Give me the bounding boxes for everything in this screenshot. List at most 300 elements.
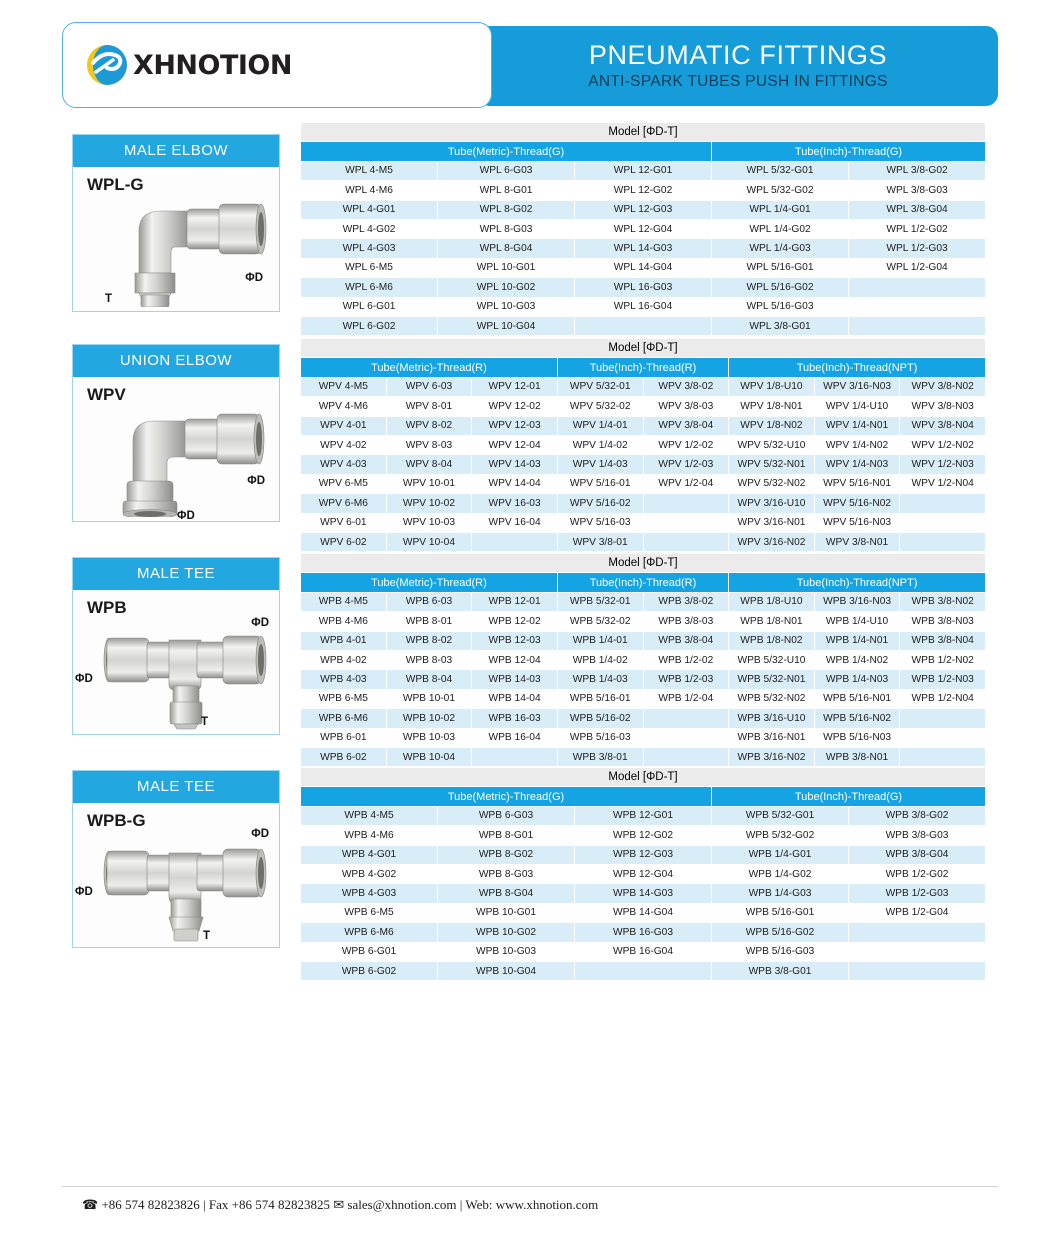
table-cell	[472, 747, 558, 766]
model-table-wpv	[300, 338, 986, 552]
table-cell: WPV 12-04	[472, 435, 558, 454]
table-cell: WPB 4-M6	[301, 612, 387, 631]
card-figure	[73, 803, 279, 947]
table-cell: WPB 6-M6	[301, 709, 387, 728]
table-cell: WPV 16-04	[472, 513, 558, 532]
table-cell: WPV 1/2-02	[643, 435, 729, 454]
table-cell: WPV 6-02	[301, 532, 387, 551]
table-cell: WPV 1/2-N03	[900, 455, 986, 474]
table-cell: WPB 4-01	[301, 631, 387, 650]
table-row	[301, 961, 986, 980]
table-cell: WPB 14-03	[472, 670, 558, 689]
table-row	[301, 474, 986, 493]
table-cell: WPV 1/8-N01	[729, 397, 815, 416]
table-cell: WPB 8-G03	[438, 864, 575, 883]
table-cell: WPV 10-02	[386, 494, 472, 513]
card-model-code: WPB	[87, 598, 127, 617]
table-cell: WPL 1/4-G02	[712, 219, 849, 238]
table-row	[301, 747, 986, 766]
table-cell: WPB 5/32-G01	[712, 806, 849, 825]
table-cell: WPB 6-G03	[438, 806, 575, 825]
table-row	[301, 845, 986, 864]
table-cell: WPB 3/16-N02	[729, 747, 815, 766]
table-row	[301, 297, 986, 316]
table-cell	[643, 532, 729, 551]
table-group-header: Tube(Inch)-Thread(G)	[712, 142, 986, 161]
table-cell: WPV 12-01	[472, 377, 558, 396]
dimension-label-phid-right: ΦD	[251, 617, 269, 629]
table-cell: WPB 3/8-03	[643, 612, 729, 631]
table-cell	[849, 942, 986, 961]
table-cell: WPB 10-G02	[438, 923, 575, 942]
dimension-label-phid-right: ΦD	[251, 828, 269, 840]
table-row	[301, 455, 986, 474]
table-cell: WPB 1/4-G01	[712, 845, 849, 864]
table-row	[301, 316, 986, 335]
table-cell: WPB 10-02	[386, 709, 472, 728]
table-cell: WPB 12-G01	[575, 806, 712, 825]
table-group-header: Tube(Inch)-Thread(G)	[712, 787, 986, 806]
table-cell: WPB 5/32-02	[557, 612, 643, 631]
table-model-header: Model [ΦD-T]	[301, 123, 986, 142]
table-cell: WPB 1/2-N03	[900, 670, 986, 689]
table-cell: WPL 3/8-G04	[849, 200, 986, 219]
table-cell: WPB 12-G03	[575, 845, 712, 864]
table-cell: WPB 3/8-N02	[900, 592, 986, 611]
table-model-header: Model [ΦD-T]	[301, 339, 986, 358]
table-cell: WPV 8-01	[386, 397, 472, 416]
table-cell: WPB 1/4-N01	[814, 631, 900, 650]
table-cell: WPB 1/4-G02	[712, 864, 849, 883]
table-cell: WPV 4-03	[301, 455, 387, 474]
table-cell: WPV 1/4-03	[557, 455, 643, 474]
table-cell: WPL 1/2-G04	[849, 258, 986, 277]
table-cell: WPV 4-M6	[301, 397, 387, 416]
table-cell: WPB 16-G04	[575, 942, 712, 961]
table-cell: WPB 6-M5	[301, 689, 387, 708]
table-row	[301, 864, 986, 883]
table-cell: WPL 10-G01	[438, 258, 575, 277]
title-banner	[478, 26, 998, 106]
table-cell: WPL 10-G04	[438, 316, 575, 335]
dimension-label-t: T	[105, 293, 113, 305]
dimension-label-t: T	[203, 930, 211, 942]
table-cell: WPL 14-G04	[575, 258, 712, 277]
table-model-header: Model [ΦD-T]	[301, 554, 986, 573]
table-cell: WPB 8-02	[386, 631, 472, 650]
card-figure	[73, 167, 279, 311]
company-logo	[62, 22, 492, 108]
male-tee-illustration	[85, 626, 275, 730]
table-cell: WPV 6-03	[386, 377, 472, 396]
table-cell: WPV 1/2-03	[643, 455, 729, 474]
table-cell: WPB 10-03	[386, 728, 472, 747]
table-cell: WPB 1/4-G03	[712, 884, 849, 903]
table-cell: WPV 6-M5	[301, 474, 387, 493]
table-cell: WPB 5/32-G02	[712, 826, 849, 845]
table-cell: WPL 4-M6	[301, 181, 438, 200]
table-cell: WPB 5/16-02	[557, 709, 643, 728]
card-title: MALE TEE	[73, 558, 279, 590]
table-cell: WPB 1/4-U10	[814, 612, 900, 631]
table-model-header: Model [ΦD-T]	[301, 768, 986, 787]
table-cell	[849, 316, 986, 335]
table-cell: WPL 8-G04	[438, 239, 575, 258]
table-cell: WPB 10-G03	[438, 942, 575, 961]
table-cell: WPV 3/8-N03	[900, 397, 986, 416]
table-row	[301, 258, 986, 277]
footer-contact	[62, 1196, 998, 1213]
table-cell: WPB 4-02	[301, 650, 387, 669]
table-cell	[900, 709, 986, 728]
dimension-label-phid-bottom: ΦD	[177, 510, 195, 522]
table-cell: WPB 1/4-03	[557, 670, 643, 689]
table-cell: WPB 16-03	[472, 709, 558, 728]
table-cell: WPL 6-G03	[438, 161, 575, 180]
table-row	[301, 239, 986, 258]
table-cell: WPV 1/4-N02	[814, 435, 900, 454]
table-cell	[643, 747, 729, 766]
table-cell: WPV 4-02	[301, 435, 387, 454]
model-table-wpb-g	[300, 767, 986, 981]
table-cell: WPV 12-02	[472, 397, 558, 416]
table-cell: WPB 1/2-04	[643, 689, 729, 708]
model-table-wpb	[300, 553, 986, 767]
table-cell: WPV 3/16-N01	[729, 513, 815, 532]
table-header-row	[301, 554, 986, 573]
table-cell: WPL 4-G01	[301, 200, 438, 219]
table-cell: WPB 5/32-N01	[729, 670, 815, 689]
table-cell: WPB 4-M6	[301, 826, 438, 845]
table-cell: WPL 14-G03	[575, 239, 712, 258]
xhnotion-logo-icon	[83, 41, 131, 89]
table-cell: WPV 3/8-04	[643, 416, 729, 435]
table-cell: WPB 5/16-N02	[814, 709, 900, 728]
table-cell: WPV 3/16-N03	[814, 377, 900, 396]
table-cell: WPB 6-03	[386, 592, 472, 611]
table-group-header: Tube(Metric)-Thread(R)	[301, 573, 558, 592]
table-row	[301, 181, 986, 200]
table-cell: WPB 4-M5	[301, 806, 438, 825]
table-cell: WPB 5/32-U10	[729, 650, 815, 669]
table-cell: WPL 6-M6	[301, 278, 438, 297]
table-cell: WPB 6-01	[301, 728, 387, 747]
table-cell: WPB 3/8-01	[557, 747, 643, 766]
table-cell: WPB 12-G02	[575, 826, 712, 845]
table-cell: WPL 1/4-G03	[712, 239, 849, 258]
table-row	[301, 435, 986, 454]
table-cell: WPV 1/2-N02	[900, 435, 986, 454]
table-cell: WPL 5/16-G02	[712, 278, 849, 297]
footer-phone: +86 574 82823826	[101, 1197, 200, 1213]
table-row	[301, 532, 986, 551]
table-row	[301, 942, 986, 961]
page-header	[62, 22, 998, 108]
table-cell	[849, 961, 986, 980]
table-cell: WPB 5/16-N03	[814, 728, 900, 747]
table-row	[301, 709, 986, 728]
table-row	[301, 884, 986, 903]
table-cell: WPV 1/4-N01	[814, 416, 900, 435]
table-group-header: Tube(Metric)-Thread(G)	[301, 787, 712, 806]
table-cell	[575, 961, 712, 980]
table-cell: WPV 10-01	[386, 474, 472, 493]
table-cell: WPB 10-04	[386, 747, 472, 766]
table-cell: WPL 5/32-G02	[712, 181, 849, 200]
card-model-code: WPL-G	[87, 175, 144, 194]
table-cell: WPB 1/4-N03	[814, 670, 900, 689]
table-cell: WPB 12-03	[472, 631, 558, 650]
table-cell	[900, 494, 986, 513]
table-cell: WPV 5/32-N01	[729, 455, 815, 474]
table-cell	[643, 709, 729, 728]
product-card-union-elbow	[72, 344, 280, 522]
page-title: PNEUMATIC FITTINGS	[588, 39, 888, 70]
table-cell: WPB 5/32-01	[557, 592, 643, 611]
table-cell: WPB 10-01	[386, 689, 472, 708]
table-cell: WPL 12-G03	[575, 200, 712, 219]
product-card-male-elbow	[72, 134, 280, 312]
table-cell: WPV 1/8-U10	[729, 377, 815, 396]
table-cell: WPB 3/8-N03	[900, 612, 986, 631]
card-model-code: WPB-G	[87, 811, 146, 830]
table-row	[301, 494, 986, 513]
table-cell	[849, 278, 986, 297]
table-cell	[643, 494, 729, 513]
table-cell: WPB 1/2-N04	[900, 689, 986, 708]
table-cell: WPB 6-M6	[301, 923, 438, 942]
table-group-header: Tube(Inch)-Thread(NPT)	[729, 358, 986, 377]
table-cell: WPB 1/4-N02	[814, 650, 900, 669]
card-figure	[73, 377, 279, 521]
table-cell: WPV 1/2-N04	[900, 474, 986, 493]
table-row	[301, 200, 986, 219]
table-cell: WPB 8-03	[386, 650, 472, 669]
table-row	[301, 219, 986, 238]
table-cell	[575, 316, 712, 335]
table-cell: WPB 1/2-G04	[849, 903, 986, 922]
table-group-row	[301, 787, 986, 806]
table-cell: WPB 5/16-03	[557, 728, 643, 747]
table-cell: WPV 8-03	[386, 435, 472, 454]
table-cell: WPB 3/16-N01	[729, 728, 815, 747]
table-cell: WPL 12-G02	[575, 181, 712, 200]
table-cell: WPL 5/32-G01	[712, 161, 849, 180]
table-group-row	[301, 142, 986, 161]
table-cell: WPB 3/8-G02	[849, 806, 986, 825]
table-cell: WPB 1/8-N02	[729, 631, 815, 650]
table-cell: WPB 5/32-N02	[729, 689, 815, 708]
table-cell: WPL 4-G02	[301, 219, 438, 238]
table-row	[301, 923, 986, 942]
footer-email[interactable]: sales@xhnotion.com	[347, 1197, 457, 1213]
table-cell: WPV 5/16-N02	[814, 494, 900, 513]
card-title: MALE ELBOW	[73, 135, 279, 167]
table-cell: WPL 5/16-G01	[712, 258, 849, 277]
table-row	[301, 650, 986, 669]
table-cell: WPB 16-G03	[575, 923, 712, 942]
table-cell: WPV 5/16-03	[557, 513, 643, 532]
table-cell: WPB 1/4-01	[557, 631, 643, 650]
table-cell: WPB 8-01	[386, 612, 472, 631]
table-cell: WPB 1/4-02	[557, 650, 643, 669]
table-row	[301, 728, 986, 747]
table-cell: WPB 14-04	[472, 689, 558, 708]
table-cell	[643, 513, 729, 532]
table-cell: WPB 8-G01	[438, 826, 575, 845]
footer-web[interactable]: www.xhnotion.com	[495, 1197, 599, 1213]
footer-divider	[62, 1186, 998, 1187]
table-cell: WPV 1/4-01	[557, 416, 643, 435]
table-cell: WPB 3/8-G03	[849, 826, 986, 845]
envelope-icon: ✉	[333, 1197, 345, 1213]
table-cell: WPV 12-03	[472, 416, 558, 435]
table-cell: WPB 5/16-01	[557, 689, 643, 708]
card-model-code: WPV	[87, 385, 126, 404]
model-table-wpl	[300, 122, 986, 336]
table-group-header: Tube(Inch)-Thread(R)	[557, 573, 728, 592]
table-header-row	[301, 339, 986, 358]
table-cell: WPB 1/2-G02	[849, 864, 986, 883]
table-cell: WPB 3/8-02	[643, 592, 729, 611]
table-cell: WPV 3/8-02	[643, 377, 729, 396]
table-cell: WPV 10-03	[386, 513, 472, 532]
table-cell: WPL 1/2-G02	[849, 219, 986, 238]
table-cell: WPB 5/16-G03	[712, 942, 849, 961]
table-cell: WPL 4-M5	[301, 161, 438, 180]
table-row	[301, 278, 986, 297]
table-cell: WPV 8-04	[386, 455, 472, 474]
table-cell: WPV 6-01	[301, 513, 387, 532]
table-cell: WPB 4-G02	[301, 864, 438, 883]
table-cell: WPV 5/16-N01	[814, 474, 900, 493]
table-cell: WPB 3/16-N03	[814, 592, 900, 611]
table-cell: WPB 4-M5	[301, 592, 387, 611]
table-cell: WPB 3/8-04	[643, 631, 729, 650]
table-cell: WPB 6-M5	[301, 903, 438, 922]
table-cell: WPV 3/8-N02	[900, 377, 986, 396]
table-cell: WPB 3/8-N01	[814, 747, 900, 766]
table-cell: WPB 1/2-03	[643, 670, 729, 689]
table-cell: WPV 6-M6	[301, 494, 387, 513]
table-cell: WPV 3/8-01	[557, 532, 643, 551]
page-subtitle: ANTI-SPARK TUBES PUSH IN FITTINGS	[588, 73, 888, 91]
table-cell: WPL 1/2-G03	[849, 239, 986, 258]
table-cell: WPB 3/8-G01	[712, 961, 849, 980]
table-row	[301, 903, 986, 922]
table-cell: WPV 3/8-N01	[814, 532, 900, 551]
table-cell: WPL 5/16-G03	[712, 297, 849, 316]
table-row	[301, 612, 986, 631]
table-cell: WPV 1/4-N03	[814, 455, 900, 474]
table-cell: WPV 3/8-N04	[900, 416, 986, 435]
footer-fax-label: | Fax	[203, 1197, 229, 1213]
table-row	[301, 631, 986, 650]
table-cell: WPV 14-04	[472, 474, 558, 493]
table-cell: WPV 1/2-04	[643, 474, 729, 493]
dimension-label-phid-left: ΦD	[75, 673, 93, 685]
table-cell: WPB 14-G03	[575, 884, 712, 903]
table-row	[301, 826, 986, 845]
table-cell: WPL 10-G02	[438, 278, 575, 297]
table-cell: WPL 16-G03	[575, 278, 712, 297]
table-group-header: Tube(Inch)-Thread(R)	[557, 358, 728, 377]
table-cell	[900, 513, 986, 532]
table-cell: WPV 5/32-N02	[729, 474, 815, 493]
table-group-header: Tube(Metric)-Thread(G)	[301, 142, 712, 161]
table-cell: WPL 12-G01	[575, 161, 712, 180]
dimension-label-t: T	[201, 716, 209, 728]
table-row	[301, 689, 986, 708]
table-cell: WPL 6-G01	[301, 297, 438, 316]
table-cell: WPL 12-G04	[575, 219, 712, 238]
table-cell: WPV 5/32-U10	[729, 435, 815, 454]
table-cell: WPV 5/32-02	[557, 397, 643, 416]
male-tee-g-illustration	[85, 837, 275, 943]
table-row	[301, 670, 986, 689]
table-cell	[849, 297, 986, 316]
table-cell: WPL 3/8-G01	[712, 316, 849, 335]
dimension-label-phid-left: ΦD	[75, 886, 93, 898]
footer-web-label: | Web:	[459, 1197, 493, 1213]
table-cell: WPB 3/16-U10	[729, 709, 815, 728]
product-card-male-tee	[72, 557, 280, 735]
table-cell: WPV 5/16-02	[557, 494, 643, 513]
table-cell	[900, 747, 986, 766]
dimension-label-phid-top: ΦD	[247, 475, 265, 487]
table-cell: WPB 1/2-N02	[900, 650, 986, 669]
table-cell: WPL 4-G03	[301, 239, 438, 258]
table-cell: WPB 3/8-G04	[849, 845, 986, 864]
table-cell: WPB 12-02	[472, 612, 558, 631]
table-cell	[643, 728, 729, 747]
table-cell: WPL 6-G02	[301, 316, 438, 335]
table-cell: WPL 3/8-G03	[849, 181, 986, 200]
table-cell: WPB 5/16-G01	[712, 903, 849, 922]
table-cell: WPB 8-G02	[438, 845, 575, 864]
card-title: UNION ELBOW	[73, 345, 279, 377]
table-cell: WPB 12-01	[472, 592, 558, 611]
table-cell: WPB 12-G04	[575, 864, 712, 883]
table-group-row	[301, 358, 986, 377]
table-cell: WPB 14-G04	[575, 903, 712, 922]
table-header-row	[301, 123, 986, 142]
table-cell: WPL 8-G02	[438, 200, 575, 219]
table-cell: WPB 4-03	[301, 670, 387, 689]
table-cell: WPB 5/16-N01	[814, 689, 900, 708]
table-cell: WPB 10-G04	[438, 961, 575, 980]
table-cell: WPB 16-04	[472, 728, 558, 747]
card-title: MALE TEE	[73, 771, 279, 803]
table-cell	[900, 532, 986, 551]
table-cell: WPB 1/8-N01	[729, 612, 815, 631]
table-cell: WPV 3/16-U10	[729, 494, 815, 513]
table-cell: WPV 10-04	[386, 532, 472, 551]
table-cell: WPV 4-M5	[301, 377, 387, 396]
table-cell: WPV 1/4-U10	[814, 397, 900, 416]
table-cell: WPL 8-G01	[438, 181, 575, 200]
table-cell: WPV 3/8-03	[643, 397, 729, 416]
table-cell: WPB 6-G02	[301, 961, 438, 980]
table-row	[301, 513, 986, 532]
table-row	[301, 416, 986, 435]
table-cell: WPB 1/2-G03	[849, 884, 986, 903]
table-cell: WPV 16-03	[472, 494, 558, 513]
table-group-header: Tube(Inch)-Thread(NPT)	[729, 573, 986, 592]
table-cell: WPB 8-04	[386, 670, 472, 689]
telephone-icon: ☎	[82, 1197, 99, 1213]
table-cell: WPB 4-G01	[301, 845, 438, 864]
